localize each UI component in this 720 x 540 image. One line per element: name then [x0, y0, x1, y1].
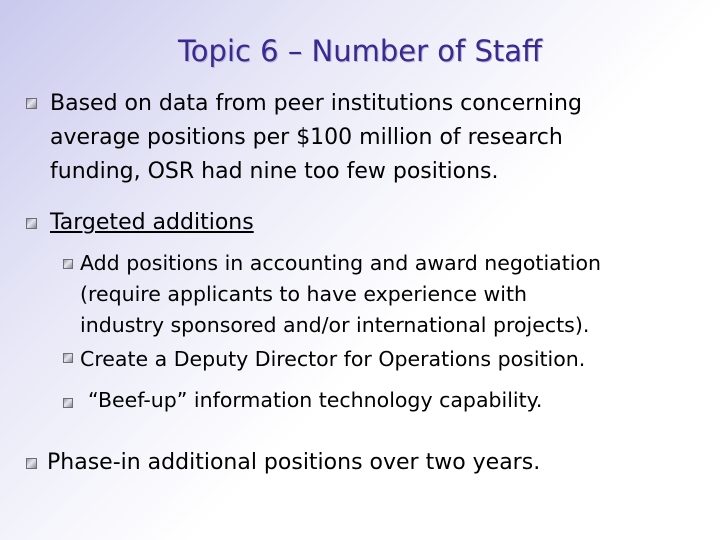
sub2-text: Create a Deputy Director for Operations position.: [80, 347, 586, 371]
sub-bullet-icon: [63, 398, 73, 408]
bullet1-line2: average positions per $100 million of research: [50, 125, 563, 150]
bullet-icon: [26, 218, 37, 229]
bullet3-text: Phase-in additional positions over two years.: [47, 450, 541, 475]
sub-bullet-icon: [63, 353, 73, 363]
slide-title: Topic 6 – Number of Staff: [178, 34, 542, 68]
bullet1-line1: Based on data from peer institutions concerning: [50, 91, 582, 116]
bullet1-line3: funding, OSR had nine too few positions.: [50, 159, 499, 184]
sub1-line3: industry sponsored and/or international projects).: [80, 313, 590, 337]
sub1-line1: Add positions in accounting and award negotiation: [80, 251, 601, 275]
sub3-text: “Beef-up” information technology capability.: [88, 388, 543, 412]
sub-bullet-icon: [63, 259, 73, 269]
bullet-icon: [26, 458, 37, 469]
bullet2-heading: Targeted additions: [50, 210, 254, 235]
sub1-line2: (require applicants to have experience with: [80, 282, 527, 306]
bullet-icon: [26, 98, 37, 109]
